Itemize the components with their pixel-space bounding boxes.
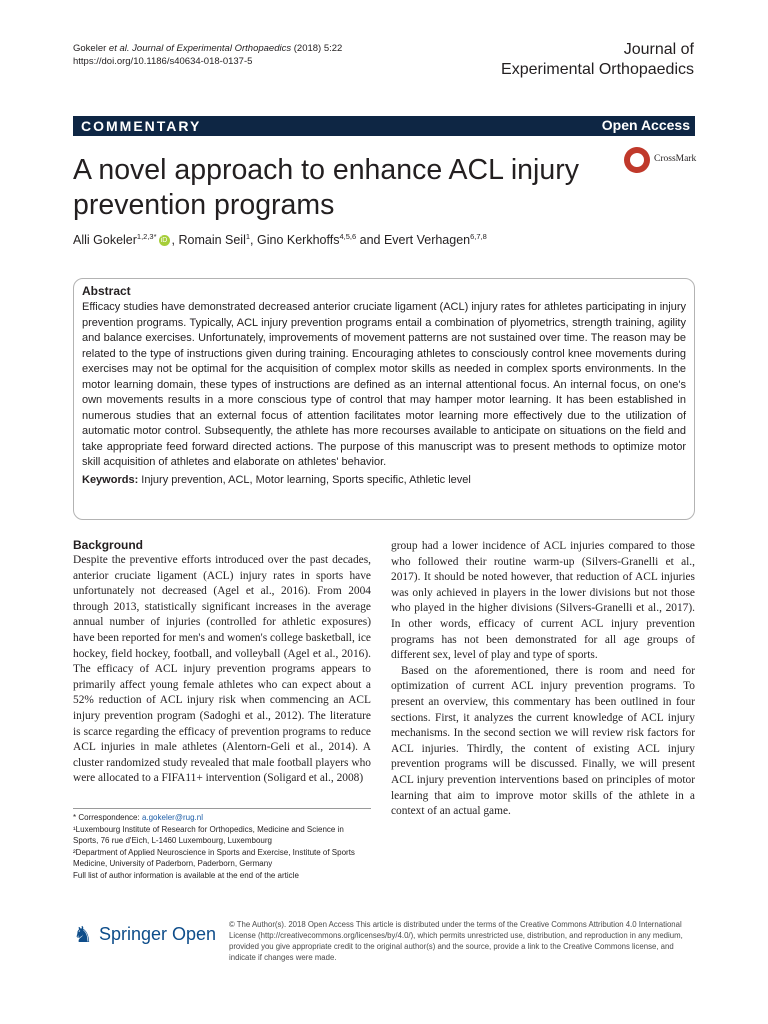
abstract-text: Efficacy studies have demonstrated decreased anterior cruciate ligament (ACL) injury rates for athletes participating in injury prevention programs. Typically, ACL injury prevention programs entail a combination of plyometrics, strength training, agility and balance exercises. Unfortunately, improvements of movement patterns are not sustained over time. The reason may be related to the type of instructions given during training. Encouraging athletes to consciously control knee movements during exercises may not be optimal for the acquisition of complex motor skills as needed in complex sports environments. In the motor learning domain, these types of instructions are defined as an internal attentional focus. An internal focus, on one's own movements results in a more conscious type of control that may hamper motor learning. It has been established in numerous studies that an external focus of attention facilitates motor learning more effectively due to the utilization of automatic motor control. Subsequently, the athlete has more recourses available to anticipate on situations on the field and take appropriate feed forward directed actions. The purpose of this manuscript was to present methods to optimize motor skill acquisition of athletes and elaborate on athletes' behavior.	[82, 301, 686, 468]
affiliation-1: ¹Luxembourg Institute of Research for Orthopedics, Medicine and Science in Sports, 76 rue d'Eich, L-1460 Luxembourg, Luxembourg	[73, 824, 344, 845]
open-access-label: Open Access	[601, 117, 690, 133]
keywords-line	[82, 474, 686, 486]
license-statement: © The Author(s). 2018 Open Access This article is distributed under the terms of the Creative Commons Attribution 4.0 International License (http://creativecommons.org/licenses/by/4.0/), which permits unrestricted use, distribution, and reproduction in any medium, provided you give appropriate credit to the original author(s) and the source, provide a link to the Creative Commons license, and indicate if changes were made.	[229, 920, 683, 962]
article-type-label: COMMENTARY	[81, 118, 202, 134]
email-link[interactable]: a.gokeler@rug.nl	[141, 813, 203, 822]
keywords-list: Injury prevention, ACL, Motor learning, Sports specific, Athletic level	[138, 473, 471, 486]
body-column-right	[391, 539, 695, 820]
author-affiliation-sup: 1	[245, 231, 251, 241]
crossmark-label: CrossMark	[654, 154, 697, 164]
full-author-info-note: Full list of author information is available at the end of the article	[73, 870, 299, 880]
crossmark-icon	[624, 147, 650, 173]
doi-link[interactable]: https://doi.org/10.1186/s40634-018-0137-5	[73, 56, 253, 67]
journal-name	[501, 40, 694, 80]
author-name[interactable]: , Gino Kerkhoffs	[250, 233, 340, 247]
springer-open-logo[interactable]	[73, 920, 218, 950]
keywords-label: Keywords:	[82, 473, 139, 486]
correspondence-label: * Correspondence:	[73, 813, 142, 822]
citation-volume: (2018) 5:22	[291, 43, 343, 54]
crossmark-badge[interactable]	[624, 147, 700, 173]
body-paragraph: group had a lower incidence of ACL injuries compared to those who followed their routine warm-up (Silvers-Granelli et al., 2017). It should be noted however, that reduction of ACL injuries was only achieved in players in the lower divisions but not those who played in the higher divisions (Silvers-Granelli et al., 2017). In other words, efficacy of current ACL injury prevention programs has not been demonstrated for all age groups of different sex, level of play and type of sports.	[391, 540, 695, 662]
author-affiliation-sup: 1,2,3*	[136, 231, 157, 241]
article-title: A novel approach to enhance ACL injury prevention programs	[73, 154, 579, 221]
body-paragraph: Despite the preventive efforts introduced over the past decades, anterior cruciate ligament (ACL) injury rates in sports have unfortunately not decreased (Agel et al., 2016). From 2004 through 2013, statistically significant increases in the average annual number of injuries (controlled for athletic exposures) have been reported for men's and women's college basketball, ice hockey, field hockey, football, and volleyball (Agel et al., 2016). The efficacy of ACL injury prevention programs appears to primarily affect young female athletes who can expect about a 52% reduction of ACL injury risk when commencing an ACL injury prevention program (Sadoghi et al., 2012). The literature is scarce regarding the efficacy of prevention programs to reduce ACL injuries in male athletes (Alentorn-Geli et al., 2014). A cluster randomized study revealed that male football players who were allocated to a FIFA11+ intervention (Soligard et al., 2008)	[73, 554, 371, 785]
author-name[interactable]: and Evert Verhagen	[356, 233, 471, 247]
footnotes	[73, 808, 371, 881]
citation-etal: et al.	[108, 43, 130, 54]
citation-authors: Gokeler	[73, 43, 109, 54]
affiliation-2: ²Department of Applied Neuroscience in Sports and Exercise, Institute of Sports Medicine, University of Paderborn, Paderborn, Germany	[73, 847, 355, 868]
abstract-heading: Abstract	[82, 284, 131, 298]
body-column-left	[73, 538, 371, 787]
citation-journal: Journal of Experimental Orthopaedics	[129, 43, 292, 54]
author-name[interactable]: , Romain Seil	[171, 233, 246, 247]
article-type-banner	[73, 116, 695, 136]
abstract-box	[73, 278, 695, 520]
author-affiliation-sup: 6,7,8	[470, 231, 487, 241]
orcid-icon[interactable]: iD	[159, 235, 170, 246]
author-affiliation-sup: 4,5,6	[339, 231, 357, 241]
body-paragraph: Based on the aforementioned, there is room and need for optimization of current ACL injury prevention programs. To present an overview, this commentary has been outlined in four sections. First, it analyzes the current knowledge of ACL injury mechanisms. In the second section we will review risk factors for ACL injuries. Thirdly, the content of existing ACL injury prevention programs will be discussed. Finally, we will present ACL injury prevention interventions based on principles of motor learning that aim to improve motor skills of the athlete in a context of an actual game.	[391, 664, 695, 818]
journal-name-line2: Experimental Orthopaedics	[501, 61, 694, 78]
journal-name-line1: Journal of	[623, 41, 694, 58]
springer-horse-icon: ♞	[73, 922, 93, 947]
running-header	[73, 42, 342, 68]
correspondence-line	[73, 812, 371, 824]
publisher-brand: Springer Open	[99, 924, 217, 944]
citation-line	[73, 42, 342, 55]
author-name[interactable]: Alli Gokeler	[73, 233, 137, 247]
author-list	[73, 233, 487, 247]
section-heading-background: Background	[73, 538, 144, 552]
